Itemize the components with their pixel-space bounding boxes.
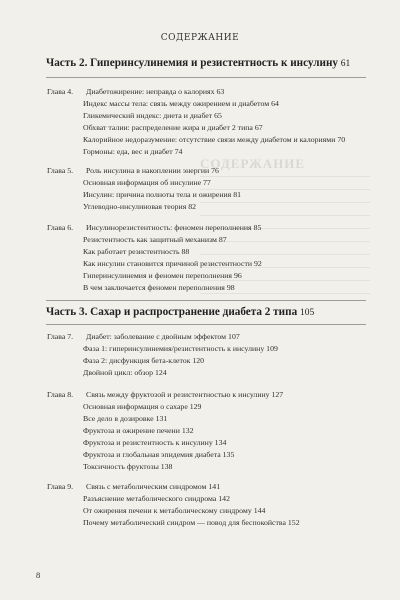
subsection: Почему метаболический синдром — повод для беспокойства 152 bbox=[83, 518, 300, 527]
chapter-title: Диабет: заболевание с двойным эффектом 107 bbox=[86, 332, 240, 341]
subsection: Гликемический индекс: диета и диабет 65 bbox=[83, 111, 222, 120]
part-title: Часть 2. Гиперинсулинемия и резистентность к инсулину bbox=[46, 57, 338, 69]
subsection: В чем заключается феномен переполнения 98 bbox=[83, 283, 235, 292]
subsection: Фруктоза и резистентность к инсулину 134 bbox=[83, 438, 227, 447]
subsection: Фаза 2: дисфункция бета-клеток 120 bbox=[83, 356, 205, 365]
subsection: Гиперинсулинемия и феномен переполнения 96 bbox=[83, 271, 242, 280]
part-divider bbox=[46, 300, 366, 301]
subsection: Индекс массы тела: связь между ожирением и диабетом 64 bbox=[83, 99, 279, 108]
subsection: Основная информация об инсулине 77 bbox=[83, 178, 211, 187]
chapter-label: Глава 8. bbox=[47, 390, 74, 399]
subsection: Основная информация о сахаре 129 bbox=[83, 402, 202, 411]
chapter-title: Инсулинорезистентность: феномен переполнения 85 bbox=[86, 223, 262, 232]
subsection: Гормоны: еда, вес и диабет 74 bbox=[83, 147, 183, 156]
chapter-label: Глава 5. bbox=[47, 166, 74, 175]
subsection: Фруктоза и глобальная эпидемия диабета 135 bbox=[83, 450, 235, 459]
part-page: 61 bbox=[340, 59, 351, 69]
subsection: Фаза 1: гиперинсулинемия/резистентность к инсулину 109 bbox=[83, 344, 278, 353]
page-header: СОДЕРЖАНИЕ bbox=[160, 33, 240, 43]
chapter-label: Глава 6. bbox=[47, 223, 74, 232]
subsection: Инсулин: причина полноты тела и ожирения 81 bbox=[83, 190, 242, 199]
subsection: Разъяснение метаболического синдрома 142 bbox=[83, 494, 230, 503]
subsection: Двойной цикл: обзор 124 bbox=[83, 368, 167, 377]
subsection: Токсичность фруктозы 138 bbox=[83, 462, 173, 471]
part-title: Часть 3. Сахар и распространение диабета 2 типа bbox=[46, 306, 298, 318]
chapter-label: Глава 7. bbox=[47, 332, 74, 341]
part-page: 105 bbox=[299, 308, 315, 318]
chapter-label: Глава 4. bbox=[47, 87, 74, 96]
part-divider bbox=[46, 324, 366, 325]
subsection: От ожирения печени к метаболическому синдрому 144 bbox=[83, 506, 266, 515]
subsection: Калорийное недоразумение: отсутствие связи между диабетом и калориями 70 bbox=[83, 135, 346, 144]
part-heading bbox=[46, 57, 376, 69]
subsection: Углеводно-инсулиновая теория 82 bbox=[83, 202, 197, 211]
chapter-title: Связь с метаболическим синдромом 141 bbox=[86, 482, 221, 491]
bleed-through-header: СОДЕРЖАНИЕ bbox=[200, 156, 306, 171]
subsection: Как инсулин становится причиной резистентности 92 bbox=[83, 259, 262, 268]
chapter-label: Глава 9. bbox=[47, 482, 74, 491]
chapter-title: Связь между фруктозой и резистентностью к инсулину 127 bbox=[86, 390, 284, 399]
subsection: Как работает резистентность 88 bbox=[83, 247, 190, 256]
part-heading bbox=[46, 306, 376, 318]
chapter-title: Роль инсулина в накоплении энергии 76 bbox=[86, 166, 219, 175]
subsection: Все дело в дозировке 131 bbox=[83, 414, 168, 423]
part-divider bbox=[46, 77, 366, 78]
page-number: 8 bbox=[36, 570, 41, 580]
chapter-title: Диабетожирение: неправда о калориях 63 bbox=[86, 87, 225, 96]
subsection: Резистентность как защитный механизм 87 bbox=[83, 235, 227, 244]
subsection: Фруктоза и ожирение печени 132 bbox=[83, 426, 194, 435]
subsection: Обхват талии: распределение жира и диабет 2 типа 67 bbox=[83, 123, 263, 132]
